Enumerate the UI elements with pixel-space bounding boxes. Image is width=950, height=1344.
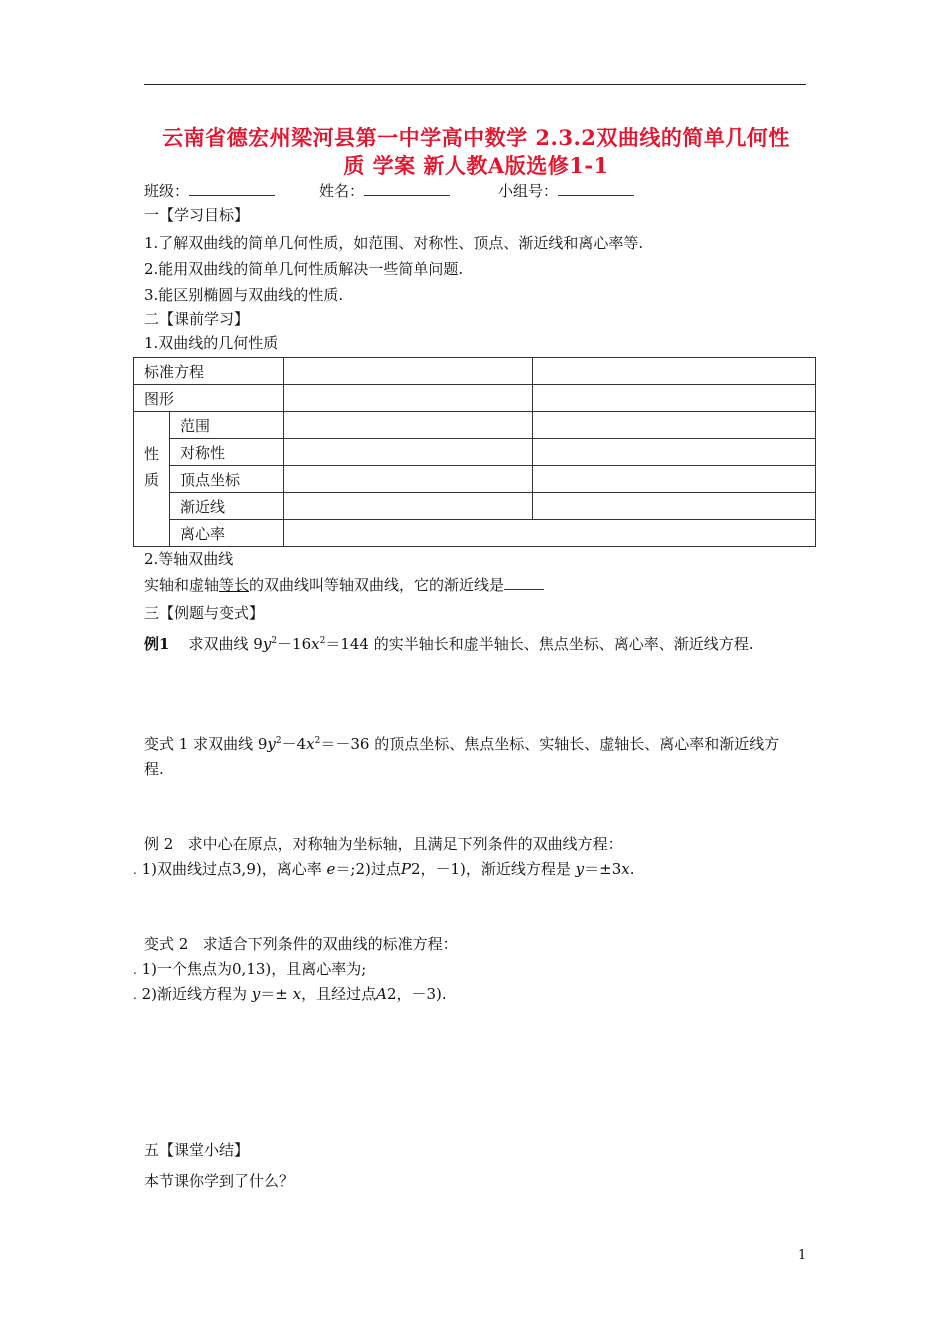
table-row <box>134 466 816 493</box>
table-row <box>134 439 816 466</box>
document-title-line1: 云南省德宏州梁河县第一中学高中数学 2.3.2双曲线的简单几何性 <box>162 125 790 150</box>
table-row <box>134 358 816 385</box>
class-field <box>144 180 275 201</box>
properties-label-1: 性 <box>144 445 160 463</box>
table-cell-blank[interactable] <box>533 412 816 439</box>
table-cell-blank[interactable] <box>533 466 816 493</box>
hyperbola-properties-table <box>133 357 816 547</box>
equiaxed-hyperbola-text: 实轴和虚轴等长的双曲线叫等轴双曲线，它的渐近线是 <box>144 574 544 595</box>
variant-2-item-2: . 2)渐近线方程为 y＝± x，且经过点A2，－3). <box>133 985 447 1003</box>
variant-2-item-1: . 1)一个焦点为0,13)，且离心率为; <box>133 960 367 978</box>
section5-heading: 五【课堂小结】 <box>144 1141 250 1159</box>
table-cell-blank[interactable] <box>284 385 533 412</box>
table-cell-blank[interactable] <box>533 358 816 385</box>
section2-heading: 二【课前学习】 <box>144 310 250 328</box>
example-2-label: 例 2 <box>144 835 174 853</box>
table-cell-eccentricity: 离心率 <box>170 520 284 547</box>
table-row <box>134 385 816 412</box>
table-cell-graph: 图形 <box>134 385 284 412</box>
table-cell-blank[interactable] <box>284 439 533 466</box>
goal-item-3: 3.能区别椭圆与双曲线的性质. <box>144 286 344 304</box>
table-cell-symmetry: 对称性 <box>170 439 284 466</box>
variant-2: 变式 2 求适合下列条件的双曲线的标准方程： <box>144 935 458 953</box>
class-label: 班级： <box>144 182 190 200</box>
example-1: 例1 求双曲线 $9y^2-16x^2=144$ 的实半轴长和虚半轴长、焦点坐标、离心率、渐近线方程. <box>144 635 754 653</box>
variant-1: 变式 1 求双曲线 $9y^2-4x^2=-36$ 的顶点坐标、焦点坐标、实轴长、虚轴长、离心率和渐近线方 <box>144 735 780 753</box>
goal-item-1: 1.了解双曲线的简单几何性质，如范围、对称性、顶点、渐近线和离心率等. <box>144 234 644 252</box>
page-number: 1 <box>798 1248 807 1263</box>
table-cell-blank[interactable] <box>284 493 533 520</box>
section2-sub2: 2.等轴双曲线 <box>144 550 234 568</box>
example-2: 例 2 求中心在原点，对称轴为坐标轴，且满足下列条件的双曲线方程： <box>144 835 623 853</box>
table-row <box>134 520 816 547</box>
table-cell-vertex: 顶点坐标 <box>170 466 284 493</box>
class-blank[interactable] <box>189 181 275 196</box>
variant-1-cont: 程. <box>144 760 164 778</box>
table-cell-properties-group <box>134 412 170 547</box>
name-label: 姓名： <box>319 182 365 200</box>
variant-2-label: 变式 2 <box>144 935 189 953</box>
section3-heading: 三【例题与变式】 <box>144 604 265 622</box>
goal-item-2: 2.能用双曲线的简单几何性质解决一些简单问题. <box>144 260 464 278</box>
table-cell-blank[interactable] <box>533 493 816 520</box>
name-field <box>319 180 450 201</box>
section1-heading: 一【学习目标】 <box>144 206 250 224</box>
section2-sub1: 1.双曲线的几何性质 <box>144 334 279 352</box>
group-blank[interactable] <box>558 181 634 196</box>
table-cell-standard-equation: 标准方程 <box>134 358 284 385</box>
header-rule <box>144 84 806 85</box>
example-1-label: 例1 <box>144 635 170 653</box>
group-label: 小组号： <box>498 182 559 200</box>
properties-label-2: 质 <box>144 471 160 489</box>
table-cell-blank[interactable] <box>284 412 533 439</box>
table-cell-blank[interactable] <box>284 520 816 547</box>
name-blank[interactable] <box>364 181 450 196</box>
asymptote-blank[interactable] <box>504 575 544 590</box>
table-cell-blank[interactable] <box>284 358 533 385</box>
table-row <box>134 493 816 520</box>
document-title-line2: 质 学案 新人教A版选修1-1 <box>343 153 609 178</box>
group-field <box>498 180 634 201</box>
summary-question: 本节课你学到了什么？ <box>144 1172 295 1190</box>
table-cell-blank[interactable] <box>533 385 816 412</box>
example-2-items: . 1)双曲线过点3,9)，离心率 e＝;2)过点P2，－1)，渐近线方程是 y＝±3x. <box>133 860 635 878</box>
table-cell-asymptote: 渐近线 <box>170 493 284 520</box>
table-cell-blank[interactable] <box>533 439 816 466</box>
table-cell-blank[interactable] <box>284 466 533 493</box>
table-row <box>134 412 816 439</box>
table-cell-range: 范围 <box>170 412 284 439</box>
